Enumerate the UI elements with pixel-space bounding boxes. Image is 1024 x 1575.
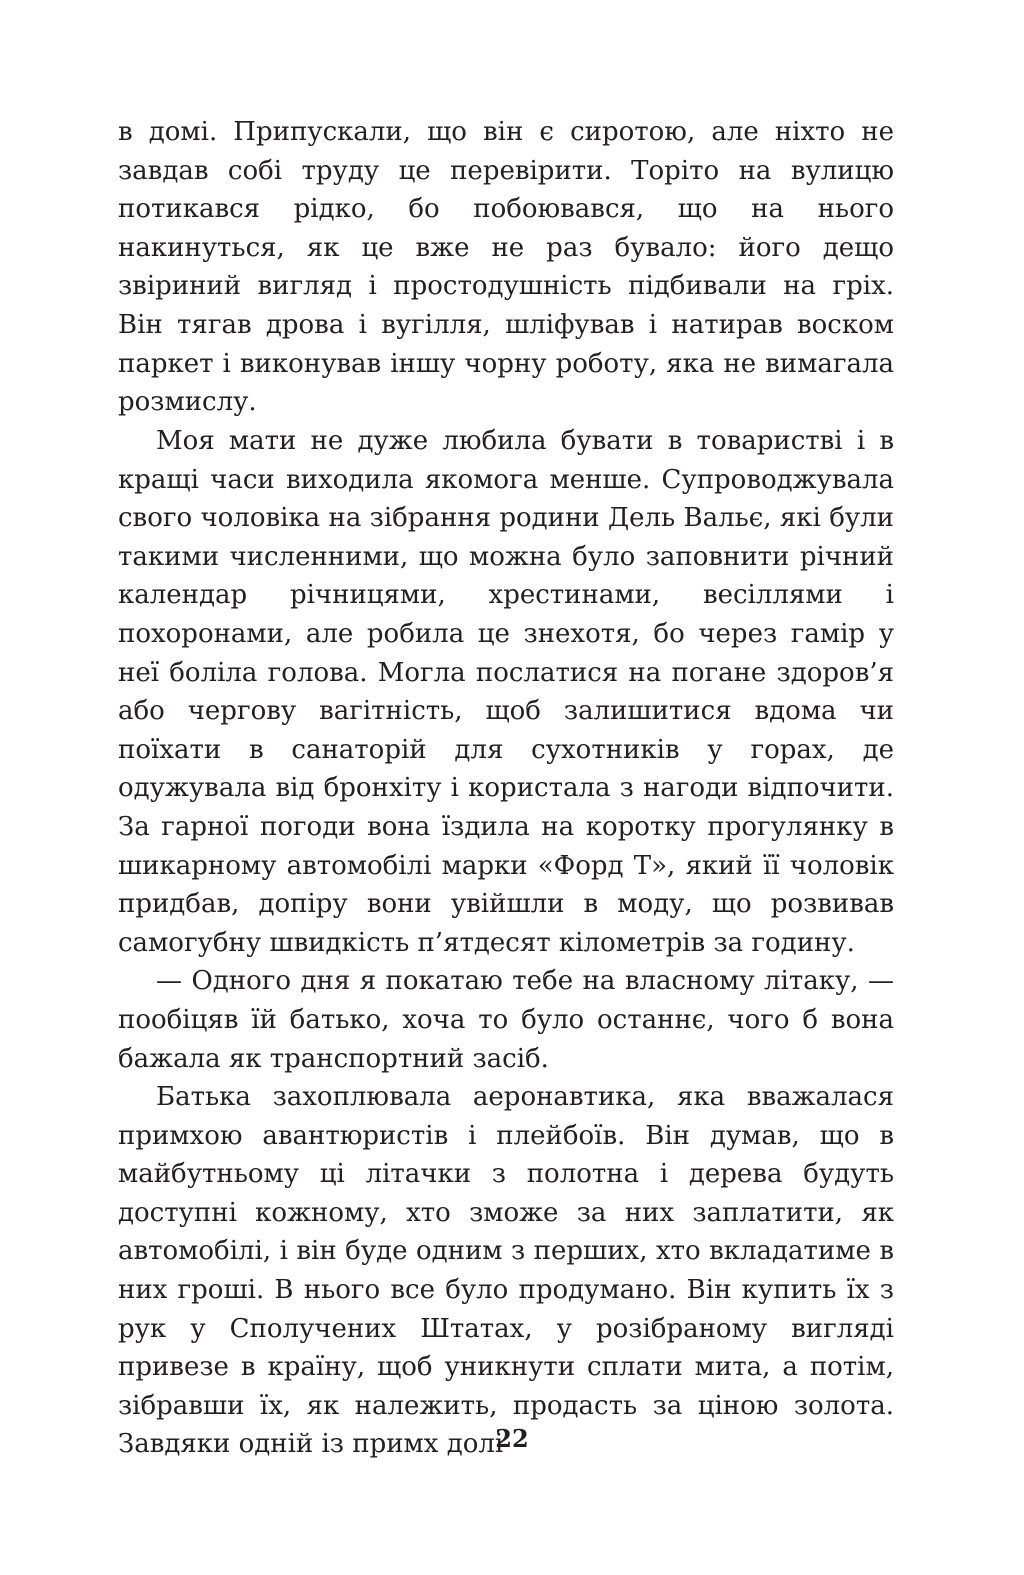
paragraph-continued: в домі. Припускали, що він є сиротою, але ніхто не завдав собі труду це перевірити. Торіто на вулицю потикався рідко, бо побоювався, що на нього накинуться, як це вже не раз бувало: його дещо звіриний вигляд і простодушність підбивали на гріх. Він тягав дрова і вугілля, шліфував і натирав воском паркет і виконував іншу чорну роботу, яка не вимагала розмислу. — [118, 117, 894, 418]
page-number: 22 — [495, 1424, 529, 1453]
paragraph-dialogue: — Одного дня я покатаю тебе на власному літаку, — пообіцяв їй батько, хоча то було останнє, чого б вона бажала як транспортний засіб. — [118, 966, 894, 1074]
paragraph: Батька захоплювала аеронавтика, яка вважалася примхою авантюристів і плейбоїв. Він думав, що в майбутньому ці літачки з полотна і дерева будуть доступні кожному, хто зможе за них заплатити, як автомобілі, і він буде одним з перших, хто вкладатиме в них гроші. В нього все було продумано. Він купить їх з рук у Сполучених Штатах, у розібраному вигляді привезе в країну, щоб уникнути сплати мита, а потім, зібравши їх, як належить, продасть за ціною золота. Завдяки одній із примх долі — [118, 1082, 894, 1460]
paragraph: Моя мати не дуже любила бувати в товаристві і в кращі часи виходила якомога менше. Супроводжувала свого чоловіка на зібрання родини Дель Вальє, які були такими численними, що можна було заповнити річний календар річницями, хрестинами, весіллями і похоронами, але робила це знехотя, бо через гамір у неї боліла голова. Могла послатися на погане здоров’я або чергову вагітність, щоб залишитися вдома чи поїхати в санаторій для сухотників у горах, де одужувала від бронхіту і користала з нагоди відпочити. За гарної погоди вона їздила на коротку прогулянку в шикарному автомобілі марки «Форд Т», який її чоловік придбав, допіру вони увійшли в моду, що розвивав самогубну швидкість п’ятдесят кілометрів за годину. — [118, 426, 894, 958]
text-block-top — [118, 113, 894, 422]
text-block-main — [118, 422, 894, 1464]
